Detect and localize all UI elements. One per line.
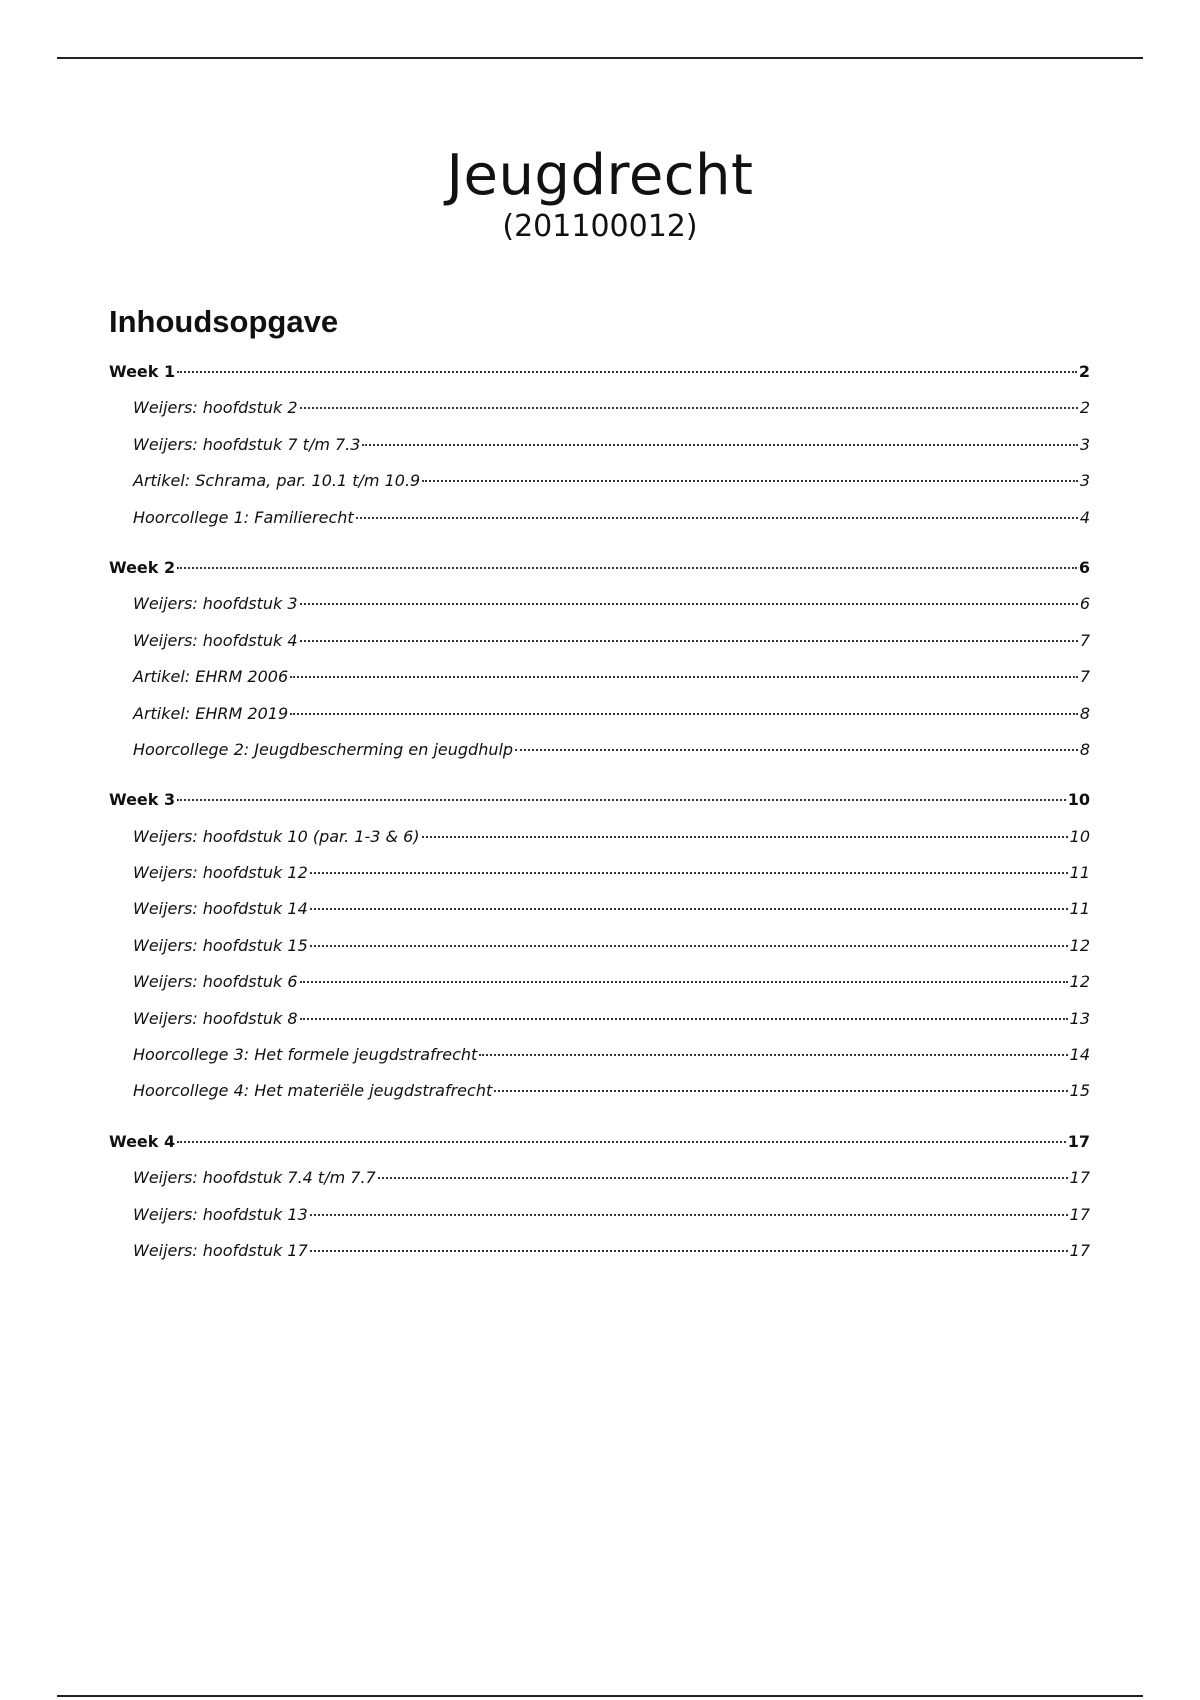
toc-week-entry[interactable]	[109, 1132, 1090, 1168]
dot-leader	[300, 1018, 1068, 1020]
toc-page-number: 17	[1069, 1168, 1090, 1188]
dot-leader	[290, 676, 1078, 678]
toc-week-entry[interactable]	[109, 362, 1090, 398]
toc-week-section	[109, 790, 1090, 1118]
dot-leader	[310, 1214, 1068, 1216]
toc-sub-entry[interactable]	[109, 827, 1090, 863]
dot-leader	[310, 945, 1068, 947]
toc-page-number: 11	[1069, 899, 1090, 919]
toc-sub-entry[interactable]	[109, 631, 1090, 667]
toc-week-section	[109, 1132, 1090, 1278]
toc-entry-label: Week 4	[109, 1131, 176, 1151]
toc-entry-label: Weijers: hoofdstuk 12	[133, 863, 308, 883]
toc-sub-entry[interactable]	[109, 667, 1090, 703]
toc-entry-label: Weijers: hoofdstuk 7.4 t/m 7.7	[133, 1168, 376, 1188]
dot-leader	[177, 799, 1066, 801]
toc-entry-label: Weijers: hoofdstuk 15	[133, 935, 308, 955]
toc-sub-entry[interactable]	[109, 1009, 1090, 1045]
toc-week-section	[109, 362, 1090, 544]
toc-page-number: 12	[1069, 935, 1090, 955]
toc-page-number: 6	[1078, 557, 1090, 577]
footer-rule	[57, 1695, 1143, 1697]
toc-entry-label: Weijers: hoofdstuk 8	[133, 1008, 298, 1028]
toc-sub-entry[interactable]	[109, 1205, 1090, 1241]
toc-sub-entry[interactable]	[109, 508, 1090, 544]
toc-sub-entry[interactable]	[109, 1241, 1090, 1277]
toc-page-number: 17	[1069, 1240, 1090, 1260]
toc-sub-entry[interactable]	[109, 704, 1090, 740]
toc-entry-label: Weijers: hoofdstuk 2	[133, 398, 298, 418]
toc-page-number: 3	[1079, 434, 1090, 454]
dot-leader	[422, 836, 1068, 838]
toc-page-number: 2	[1079, 398, 1090, 418]
toc-entry-label: Hoorcollege 1: Familierecht	[133, 507, 354, 527]
toc-week-entry[interactable]	[109, 558, 1090, 594]
toc-week-section	[109, 558, 1090, 776]
toc-sub-entry[interactable]	[109, 972, 1090, 1008]
toc-sub-entry[interactable]	[109, 936, 1090, 972]
dot-leader	[494, 1090, 1067, 1092]
toc-page-number: 17	[1067, 1131, 1090, 1151]
toc-entry-label: Hoorcollege 2: Jeugdbescherming en jeugdhulp	[133, 739, 514, 759]
toc-entry-label: Hoorcollege 3: Het formele jeugdstrafrecht	[133, 1045, 478, 1065]
toc-page-number: 10	[1067, 790, 1090, 810]
dot-leader	[300, 603, 1078, 605]
toc-page-number: 8	[1079, 739, 1090, 759]
toc-page-number: 6	[1079, 594, 1090, 614]
toc-page-number: 8	[1079, 703, 1090, 723]
dot-leader	[300, 981, 1068, 983]
dot-leader	[422, 480, 1078, 482]
dot-leader	[479, 1054, 1067, 1056]
toc-page-number: 13	[1069, 1008, 1090, 1028]
toc-sub-entry[interactable]	[109, 435, 1090, 471]
toc-page-number: 3	[1079, 471, 1090, 491]
toc-sub-entry[interactable]	[109, 1081, 1090, 1117]
toc-page-number: 15	[1069, 1081, 1090, 1101]
dot-leader	[177, 371, 1077, 373]
dot-leader	[310, 872, 1068, 874]
dot-leader	[310, 1250, 1068, 1252]
toc-entry-label: Weijers: hoofdstuk 6	[133, 972, 298, 992]
title-block	[0, 143, 1200, 245]
toc-sub-entry[interactable]	[109, 471, 1090, 507]
toc-page-number: 7	[1079, 667, 1090, 687]
toc-page-number: 14	[1069, 1045, 1090, 1065]
toc-entry-label: Hoorcollege 4: Het materiële jeugdstrafrecht	[133, 1081, 493, 1101]
table-of-contents	[109, 362, 1090, 1291]
toc-heading: Inhoudsopgave	[109, 304, 339, 339]
toc-entry-label: Artikel: EHRM 2006	[133, 667, 289, 687]
toc-entry-label: Weijers: hoofdstuk 13	[133, 1204, 308, 1224]
toc-sub-entry[interactable]	[109, 1168, 1090, 1204]
dot-leader	[290, 713, 1078, 715]
toc-page-number: 10	[1069, 826, 1090, 846]
toc-entry-label: Artikel: Schrama, par. 10.1 t/m 10.9	[133, 471, 421, 491]
dot-leader	[362, 444, 1077, 446]
dot-leader	[177, 567, 1077, 569]
dot-leader	[356, 517, 1078, 519]
toc-entry-label: Artikel: EHRM 2019	[133, 703, 289, 723]
toc-entry-label: Weijers: hoofdstuk 4	[133, 630, 298, 650]
toc-entry-label: Weijers: hoofdstuk 7 t/m 7.3	[133, 434, 361, 454]
toc-page-number: 2	[1078, 362, 1090, 381]
toc-week-entry[interactable]	[109, 790, 1090, 826]
toc-entry-label: Week 2	[109, 557, 176, 577]
course-code: (201100012)	[502, 209, 698, 244]
toc-page-number: 7	[1079, 630, 1090, 650]
toc-entry-label: Weijers: hoofdstuk 3	[133, 594, 298, 614]
dot-leader	[378, 1177, 1068, 1179]
toc-sub-entry[interactable]	[109, 398, 1090, 434]
toc-page-number: 17	[1069, 1204, 1090, 1224]
toc-sub-entry[interactable]	[109, 899, 1090, 935]
toc-entry-label: Weijers: hoofdstuk 14	[133, 899, 308, 919]
document-title: Jeugdrecht	[446, 143, 754, 208]
dot-leader	[177, 1141, 1066, 1143]
toc-entry-label: Weijers: hoofdstuk 17	[133, 1240, 308, 1260]
toc-page-number: 4	[1079, 507, 1090, 527]
toc-entry-label: Week 1	[109, 362, 176, 381]
toc-page-number: 11	[1069, 863, 1090, 883]
dot-leader	[300, 407, 1078, 409]
toc-sub-entry[interactable]	[109, 863, 1090, 899]
toc-sub-entry[interactable]	[109, 594, 1090, 630]
toc-sub-entry[interactable]	[109, 740, 1090, 776]
dot-leader	[515, 749, 1078, 751]
dot-leader	[310, 908, 1068, 910]
toc-entry-label: Week 3	[109, 790, 176, 810]
header-rule	[57, 57, 1143, 59]
toc-sub-entry[interactable]	[109, 1045, 1090, 1081]
toc-page-number: 12	[1069, 972, 1090, 992]
toc-entry-label: Weijers: hoofdstuk 10 (par. 1-3 & 6)	[133, 826, 420, 846]
dot-leader	[300, 640, 1078, 642]
